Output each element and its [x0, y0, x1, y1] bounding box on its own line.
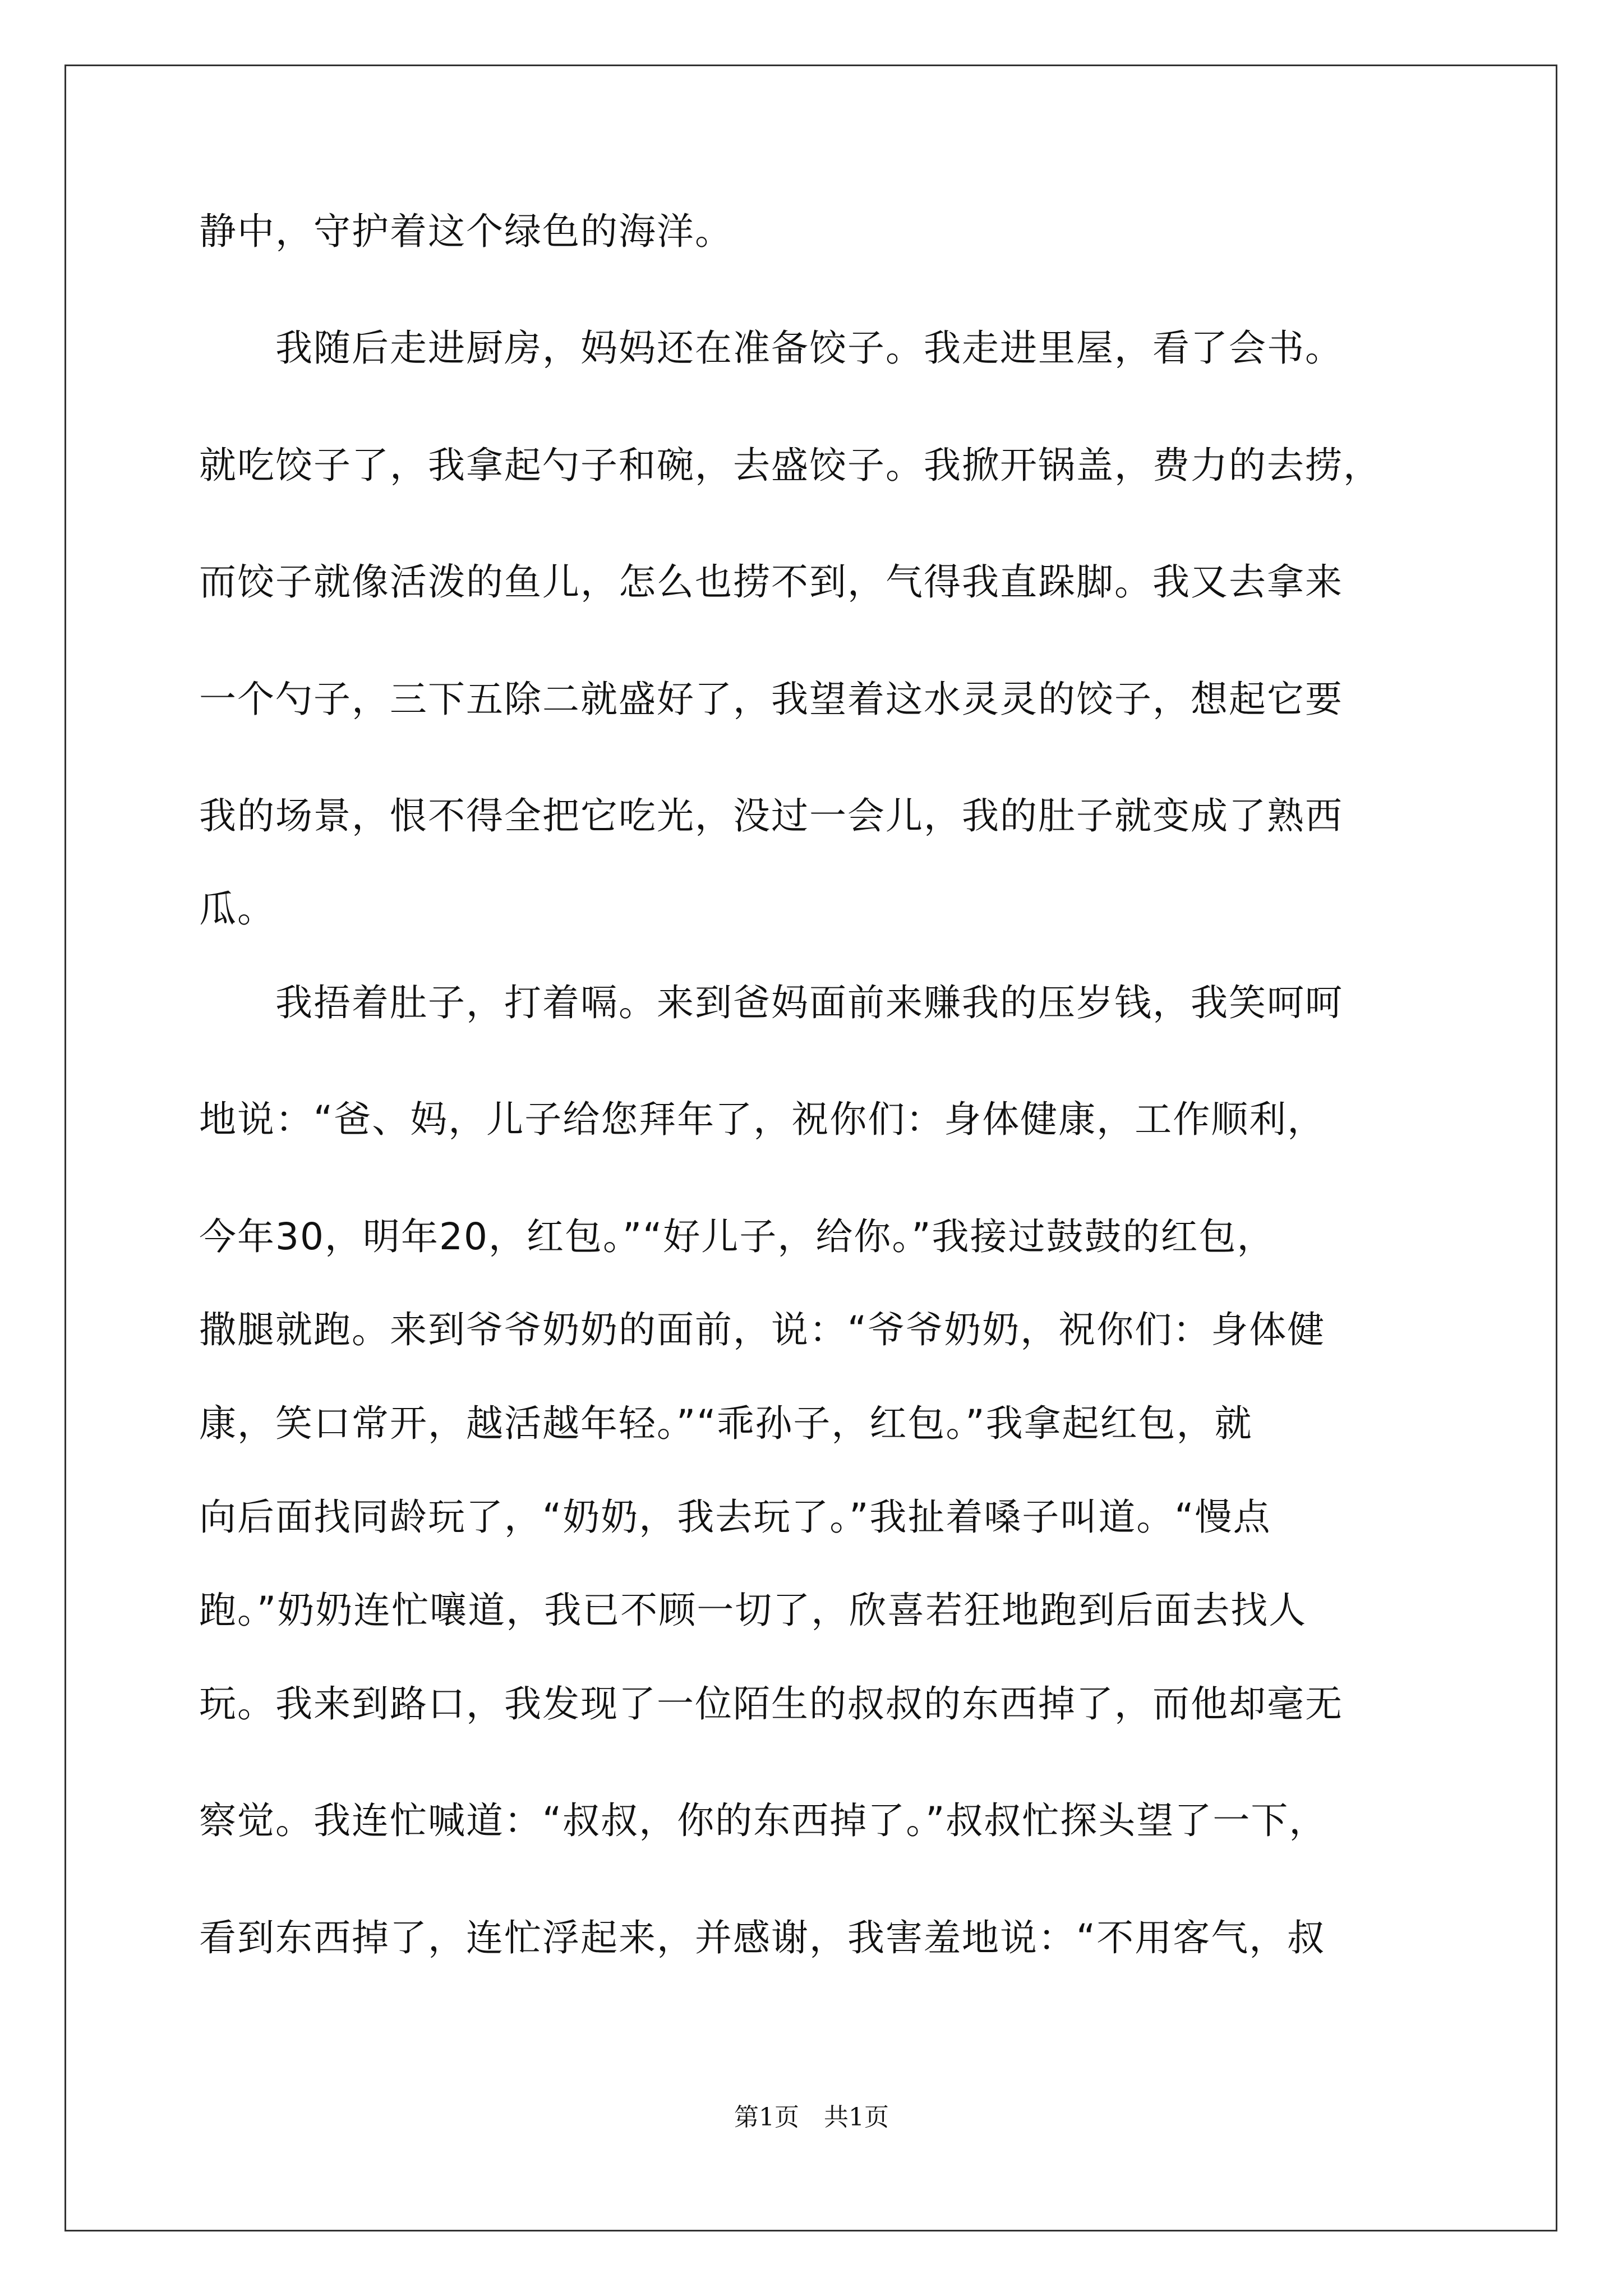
- text-line: 康，笑口常开，越活越年轻。”“乖孙子，红包。”我拿起红包，就: [199, 1402, 1253, 1445]
- text-line: 玩。我来到路口，我发现了一位陌生的叔叔的东西掉了，而他却毫无: [199, 1682, 1343, 1726]
- text-line: 今年30，明年20，红包。”“好儿子，给你。”我接过鼓鼓的红包，: [199, 1215, 1275, 1258]
- text-line: 我的场景，恨不得全把它吃光，没过一会儿，我的肚子就变成了熟西: [199, 794, 1343, 838]
- text-line: 瓜。: [199, 887, 275, 931]
- text-line: 看到东西掉了，连忙浮起来，并感谢，我害羞地说：“不用客气，叔: [199, 1916, 1326, 1959]
- text-line: 我随后走进厨房，妈妈还在准备饺子。我走进里屋，看了会书。: [199, 326, 1343, 370]
- page-footer: 第1页 共1页: [734, 2103, 889, 2132]
- text-line: 我捂着肚子，打着嗝。来到爸妈面前来赚我的压岁钱，我笑呵呵: [199, 981, 1343, 1024]
- text-line: 撒腿就跑。来到爷爷奶奶的面前，说：“爷爷奶奶，祝你们：身体健: [199, 1308, 1326, 1351]
- text-line: 而饺子就像活泼的鱼儿，怎么也捞不到，气得我直跺脚。我又去拿来: [199, 560, 1343, 604]
- text-line: 静中，守护着这个绿色的海洋。: [199, 210, 733, 253]
- text-line: 向后面找同龄玩了，“奶奶，我去玩了。”我扯着嗓子叫道。“慢点: [199, 1496, 1271, 1539]
- text-line: 一个勺子，三下五除二就盛好了，我望着这水灵灵的饺子，想起它要: [199, 678, 1343, 721]
- page-border: [64, 65, 1557, 2231]
- text-line: 察觉。我连忙喊道：“叔叔，你的东西掉了。”叔叔忙探头望了一下，: [199, 1799, 1327, 1842]
- text-line: 地说：“爸、妈，儿子给您拜年了，祝你们：身体健康，工作顺利，: [199, 1098, 1326, 1141]
- text-line: 跑。”奶奶连忙嚷道，我已不顾一切了，欣喜若狂地跑到后面去找人: [199, 1589, 1307, 1632]
- text-line: 就吃饺子了，我拿起勺子和碗，去盛饺子。我掀开锅盖，费力的去捞，: [199, 444, 1381, 487]
